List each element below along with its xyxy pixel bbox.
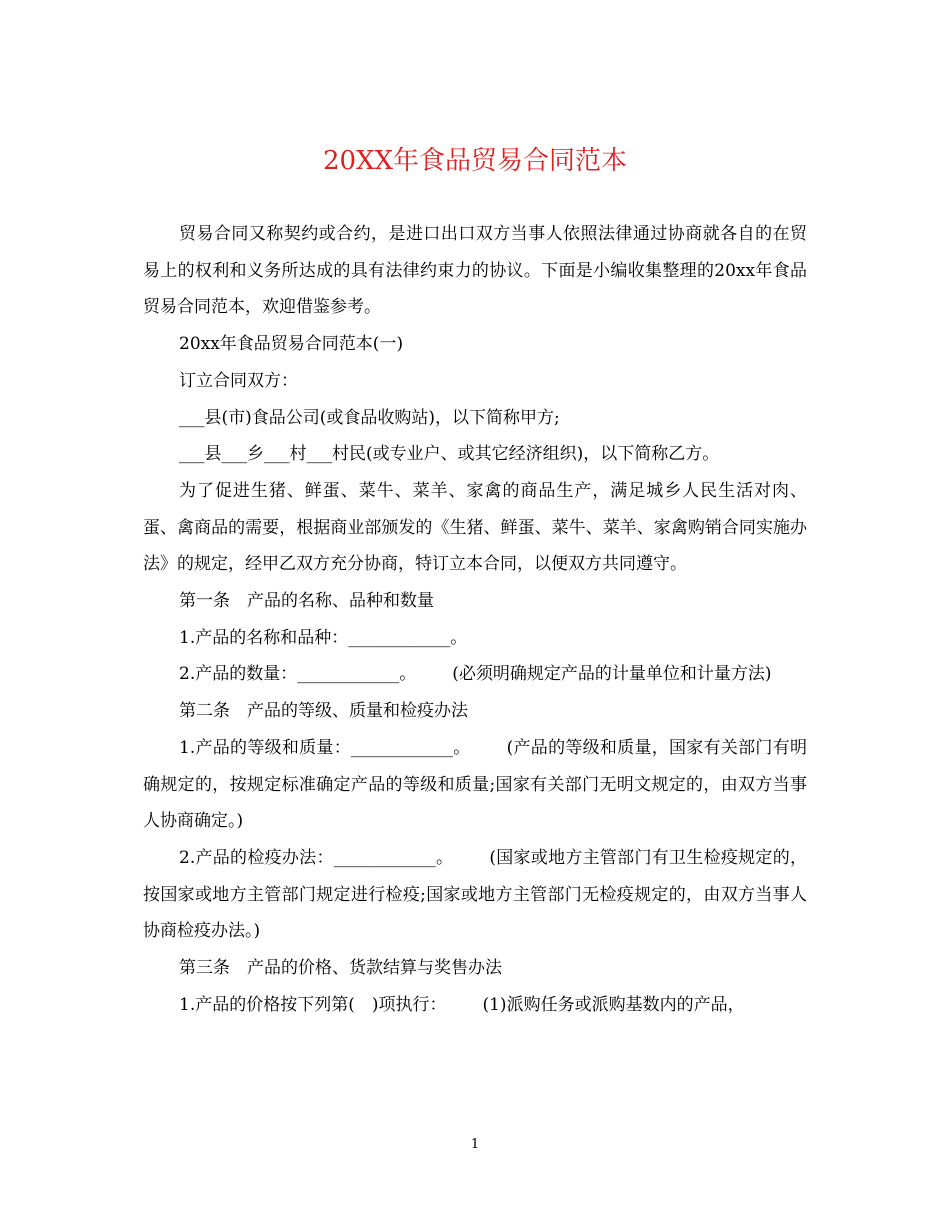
article-one-heading: 第一条 产品的名称、品种和数量 xyxy=(179,591,434,612)
purpose-paragraph: 为了促进生猪、鲜蛋、菜牛、菜羊、家禽的商品生产，满足城乡人民生活对肉、蛋、禽商品的需要，根据商业部颁发的《生猪、鲜蛋、菜牛、菜羊、家禽购销合同实施办法》的规定，经甲乙双方充分协商，特订立本合同，以便双方共同遵守。 xyxy=(143,480,807,575)
quantity-lead: 2.产品的数量：____________。 xyxy=(179,664,417,685)
grade-lead: 1.产品的等级和质量：____________。 xyxy=(179,737,471,758)
item-grade-quality xyxy=(143,730,807,840)
quantity-note: (必须明确规定产品的计量单位和计量方法) xyxy=(452,664,772,685)
party-a-line: ___县(市)食品公司(或食品收购站)，以下简称甲方; xyxy=(179,407,560,428)
article-two-heading: 第二条 产品的等级、质量和检疫办法 xyxy=(179,701,468,722)
party-b-line: ___县___乡___村___村民(或专业户、或其它经济组织)，以下简称乙方。 xyxy=(179,444,720,465)
item-product-quantity xyxy=(143,656,807,693)
price-lead: 1.产品的价格按下列第( )项执行： xyxy=(179,994,447,1015)
document-body xyxy=(143,216,807,1023)
quarantine-lead: 2.产品的检疫办法：____________。 xyxy=(179,847,454,868)
price-note: (1)派购任务或派购基数内的产品， xyxy=(482,994,745,1015)
item-product-name: 1.产品的名称和品种：____________。 xyxy=(179,627,468,648)
document-title: 20XX年食品贸易合同范本 xyxy=(322,146,628,176)
item-quarantine xyxy=(143,840,807,950)
item-price xyxy=(143,987,807,1024)
article-three-heading: 第三条 产品的价格、货款结算与奖售办法 xyxy=(179,958,502,979)
intro-paragraph: 贸易合同又称契约或合约，是进口出口双方当事人依照法律通过协商就各自的在贸易上的权利和义务所达成的具有法律约束力的协议。下面是小编收集整理的20xx年食品贸易合同范本，欢迎借鉴参考。 xyxy=(143,224,807,318)
contract-subtitle: 20xx年食品贸易合同范本(一) xyxy=(179,334,404,355)
parties-heading: 订立合同双方： xyxy=(179,370,298,391)
quarantine-note: (国家或地方主管部门有卫生检疫规定的，按国家或地方主管部门规定进行检疫;国家或地方主管部门无检疫规定的，由双方当事人协商检疫办法。) xyxy=(143,847,807,942)
grade-note: (产品的等级和质量，国家有关部门有明确规定的，按规定标准确定产品的等级和质量;国家有关部门无明文规定的，由双方当事人协商确定。) xyxy=(143,737,807,832)
page-number: 1 xyxy=(470,1137,480,1152)
